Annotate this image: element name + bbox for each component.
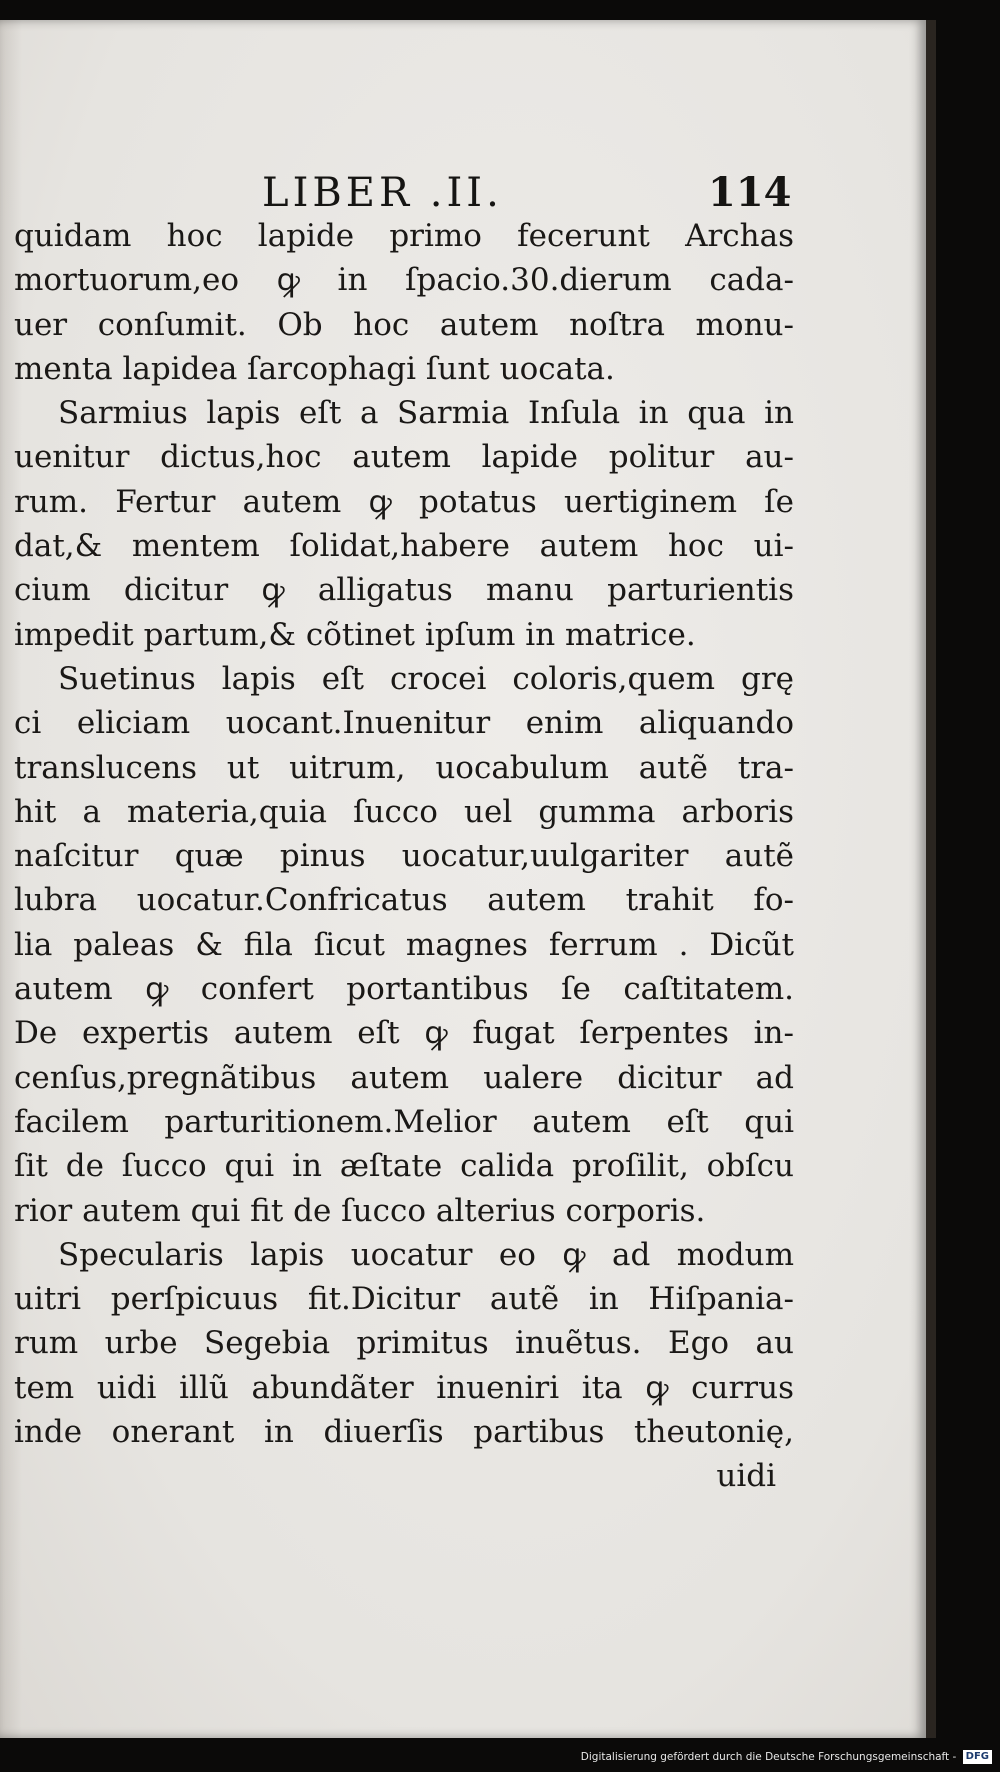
running-head — [0, 168, 926, 218]
credit-text: Digitalisierung gefördert durch die Deutsche Forschungsgemeinschaft - — [580, 1751, 957, 1763]
text-line: impedit partum,& cõtinet ipſum in matrice. — [14, 616, 696, 653]
text-line: uenitur dictus,hoc autem lapide politur au- — [14, 439, 794, 476]
text-line: uer conſumit. Ob hoc autem noſtra monu- — [14, 306, 794, 343]
text-line: De expertis autem eſt ꝙ fugat ſerpentes in- — [14, 1015, 794, 1052]
dfg-logo: DFG — [963, 1750, 992, 1764]
text-line: rum urbe Segebia primitus inuẽtus. Ego au — [14, 1325, 794, 1362]
text-line: tem uidi illũ abundãter inueniri ita ꝙ currus — [14, 1369, 794, 1406]
catchword: uidi — [716, 1458, 776, 1495]
book-page — [0, 20, 926, 1738]
text-line: cenſus,pregnãtibus autem ualere dicitur ad — [14, 1059, 794, 1096]
text-line: naſcitur quæ pinus uocatur,uulgariter autẽ — [14, 838, 794, 875]
text-line: autem ꝙ confert portantibus ſe caſtitatem. — [14, 971, 794, 1008]
text-line: ci eliciam uocant.Inuenitur enim aliquando — [14, 705, 794, 742]
digitization-credit — [581, 1748, 992, 1766]
text-line: rum. Fertur autem ꝙ potatus uertiginem ſe — [14, 483, 794, 520]
text-line: Specularis lapis uocatur eo ꝙ ad modum — [58, 1236, 794, 1273]
text-line: translucens ut uitrum, uocabulum autẽ tra- — [14, 749, 794, 786]
text-line: facilem parturitionem.Melior autem eſt qui — [14, 1103, 794, 1140]
running-title: LIBER .II. — [262, 170, 503, 216]
text-line: rior autem qui fit de ſucco alterius corporis. — [14, 1192, 706, 1229]
text-line: quidam hoc lapide primo fecerunt Archas — [14, 218, 794, 254]
text-line: uitri perſpicuus fit.Dicitur autẽ in Hiſpania- — [14, 1281, 794, 1318]
text-line: Suetinus lapis eſt crocei coloris,quem grę — [58, 660, 794, 697]
text-line: dat,& mentem ſolidat,habere autem hoc ui- — [14, 528, 794, 565]
text-line: lia paleas & fila ſicut magnes ferrum . Dicũt — [14, 926, 794, 963]
text-line: lubra uocatur.Confricatus autem trahit fo- — [14, 882, 794, 919]
text-line: ſit de ſucco qui in æſtate calida proſilit, obſcu — [14, 1148, 794, 1185]
folio-number: 114 — [708, 169, 792, 216]
text-line: hit a materia,quia ſucco uel gumma arboris — [14, 793, 794, 830]
text-line: menta lapidea ſarcophagi ſunt uocata. — [14, 350, 615, 387]
text-line: mortuorum,eo ꝙ in ſpacio.30.dierum cada- — [14, 262, 794, 299]
text-line: inde onerant in diuerſis partibus theutonię, — [14, 1414, 794, 1451]
text-line: cium dicitur ꝙ alligatus manu parturientis — [14, 572, 794, 609]
text-block — [14, 214, 794, 1499]
text-line: Sarmius lapis eſt a Sarmia Inſula in qua in — [58, 395, 794, 432]
page-edge — [926, 20, 936, 1738]
